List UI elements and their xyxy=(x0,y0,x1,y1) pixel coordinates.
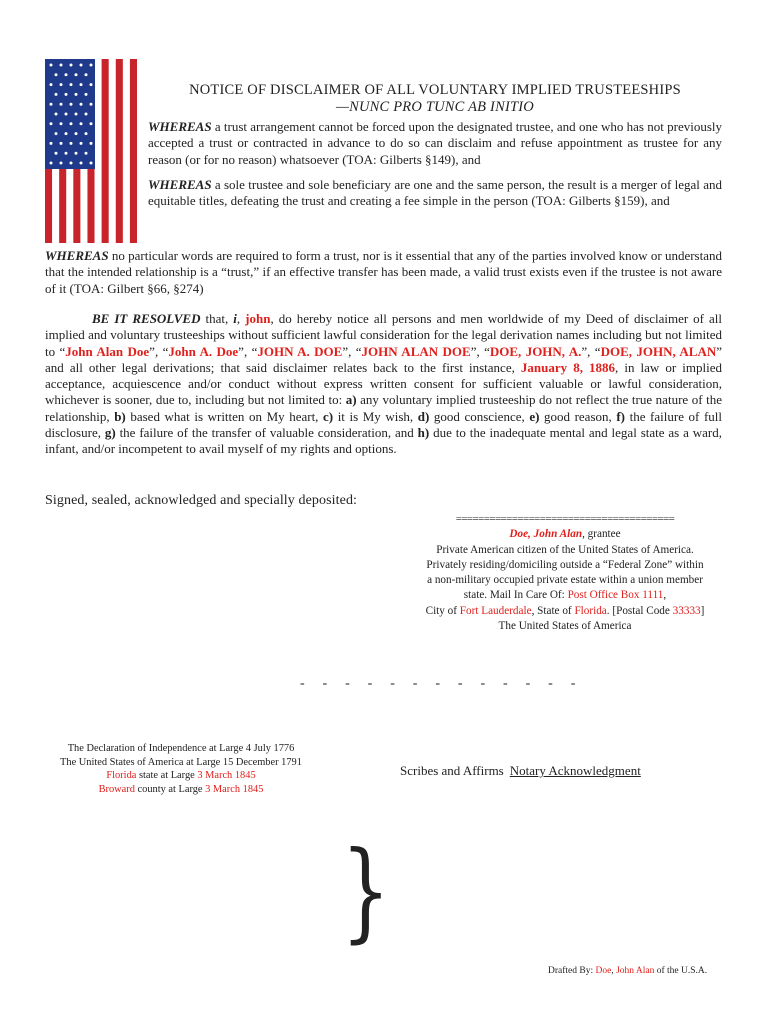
flag-star xyxy=(65,113,68,116)
resolved-lead: BE IT RESOLVED xyxy=(92,311,201,326)
flag-star xyxy=(90,142,93,145)
flag-stripe xyxy=(95,59,102,243)
reason-text-c: it is My wish, xyxy=(333,408,418,424)
mail-sep: , xyxy=(663,589,667,602)
flag-star xyxy=(55,93,58,96)
flag-star xyxy=(70,64,73,67)
resolved-text: , xyxy=(236,311,246,326)
name-sep: ”, “ xyxy=(342,343,362,359)
flag-star xyxy=(80,64,83,67)
reason-text-g: the failure of the transfer of valuable consideration, and xyxy=(115,425,418,441)
reason-text-f: the failure of full disclosure, xyxy=(45,408,722,441)
legal-name-1: John Alan Doe xyxy=(65,343,150,359)
flag-star xyxy=(55,152,58,155)
flag-star xyxy=(50,162,53,165)
grantee-line-3: Privately residing/domiciling outside a “Federal Zone” within xyxy=(426,558,704,571)
american-flag-image xyxy=(45,59,137,243)
reason-label-c: c) xyxy=(323,408,334,424)
drafter-first: John Alan xyxy=(616,966,655,976)
reason-label-h: h) xyxy=(417,425,430,441)
flag-star xyxy=(75,132,78,135)
flag-star xyxy=(65,152,68,155)
flag-star xyxy=(70,83,73,86)
flag-star xyxy=(55,73,58,76)
whereas-paragraph-1 xyxy=(148,119,722,168)
scribes-line xyxy=(400,763,641,779)
grantee-mail-line xyxy=(400,588,730,603)
separator-dashes: - - - - - - - - - - - - - xyxy=(300,676,583,691)
flag-star xyxy=(60,122,63,125)
reason-label-g: g) xyxy=(104,425,116,441)
flag-star xyxy=(75,113,78,116)
whereas-lead: WHEREAS xyxy=(148,177,212,192)
resolved-text: ” and all other legal derivations; that said disclaimer relates back to the first instance, xyxy=(45,343,723,375)
curly-brace: } xyxy=(341,829,391,954)
reason-label-a: a) xyxy=(345,392,357,408)
flag-star xyxy=(55,132,58,135)
mail-label: state. Mail In Care Of: xyxy=(463,589,568,602)
notice-subtitle: —NUNC PRO TUNC AB INITIO xyxy=(336,99,534,115)
state-mid: state at Large xyxy=(136,770,198,782)
reason-label-b: b) xyxy=(114,408,126,424)
flag-stripe xyxy=(102,59,109,243)
flag-star xyxy=(75,93,78,96)
flag-star xyxy=(70,162,73,165)
flag-star xyxy=(60,103,63,106)
flag-star xyxy=(85,93,88,96)
drafted-by xyxy=(548,966,707,976)
grantee-line-4: a non-military occupied private estate within a union member xyxy=(427,574,703,587)
name-sep: ”, “ xyxy=(149,343,169,359)
flag-star xyxy=(50,83,53,86)
reason-label-f: f) xyxy=(616,408,626,424)
flag-star xyxy=(60,142,63,145)
drafter-last: Doe xyxy=(595,966,612,976)
whereas-paragraph-2 xyxy=(148,177,722,210)
legal-name-6: DOE, JOHN, ALAN xyxy=(600,343,717,359)
county-name: Broward xyxy=(98,784,135,796)
declaration-line-2: The United States of America at Large 15 December 1791 xyxy=(60,756,302,768)
grantee-rule: ======================================= xyxy=(455,513,675,525)
flag-star xyxy=(85,113,88,116)
drafter-sep: , xyxy=(611,966,617,976)
reason-text-a: any voluntary implied trusteeship do not reflect the true nature of the relationship, xyxy=(45,392,722,424)
declaration-line-3 xyxy=(45,769,317,783)
flag-star xyxy=(90,83,93,86)
grantee-city-line xyxy=(400,604,730,619)
grantee-name-line xyxy=(400,527,730,542)
flag-star xyxy=(60,162,63,165)
flag-star xyxy=(65,93,68,96)
signed-statement: Signed, sealed, acknowledged and specially deposited: xyxy=(45,493,358,508)
flag-star xyxy=(65,73,68,76)
flag-star xyxy=(90,122,93,125)
declaration-line-1: The Declaration of Independence at Large 4 July 1776 xyxy=(67,743,295,754)
flag-stripe xyxy=(123,59,130,243)
flag-star xyxy=(90,64,93,67)
legal-name-2: John A. Doe xyxy=(168,343,239,359)
flag-star xyxy=(80,103,83,106)
reason-text-h: due to the inadequate mental and legal state as a ward, infant, and/or incompetent to avail myself of my rights and options. xyxy=(45,425,722,457)
whereas-lead: WHEREAS xyxy=(148,119,212,134)
county-mid: county at Large xyxy=(134,784,206,796)
whereas-paragraph-3 xyxy=(45,248,722,297)
whereas-text: a sole trustee and sole beneficiary are one and the same person, the result is a merger of legal and equitable titles, defeating the trust and creating a fee simple in the person (TOA: Gilberts §159), and xyxy=(148,177,722,209)
state-name: Florida xyxy=(106,770,137,782)
grantee-block xyxy=(400,512,730,634)
resolved-paragraph xyxy=(45,311,722,458)
flag-star xyxy=(50,142,53,145)
grantee-line-2: Private American citizen of the United States of America. xyxy=(436,543,694,556)
declaration-line-4 xyxy=(45,783,317,797)
flag-star xyxy=(80,142,83,145)
legal-name-5: DOE, JOHN, A. xyxy=(489,343,582,359)
reason-label-e: e) xyxy=(529,408,540,424)
notary-acknowledgment-link[interactable]: Notary Acknowledgment xyxy=(509,763,641,778)
flag-star xyxy=(85,132,88,135)
flag-stripe xyxy=(116,59,123,243)
state-label: , State of xyxy=(531,604,575,617)
flag-star xyxy=(60,64,63,67)
state-value: Florida xyxy=(574,604,607,617)
resolved-text: that, xyxy=(200,311,234,326)
po-box: Post Office Box 1111 xyxy=(567,589,664,602)
resolved-text: , in law or implied acceptance, acquiescence and/or conduct without express written consent for sufficient valuable or lawful consideration, whichever is sooner, due to, including but not limited to: xyxy=(45,359,723,408)
county-date: 3 March 1845 xyxy=(205,784,264,796)
declaration-block xyxy=(45,742,317,797)
flag-star xyxy=(70,122,73,125)
flag-star xyxy=(80,162,83,165)
flag-star xyxy=(50,122,53,125)
whereas-text: a trust arrangement cannot be forced upon the designated trustee, and one who has not previously accepted a trust or contracted in advance to do so can disclaim and refuse appointment as trustee for any reason (or for no reason) whatsoever (TOA: Gilberts §149), and xyxy=(148,119,722,167)
scribes-label: Scribes and Affirms xyxy=(400,763,504,778)
city-value: Fort Lauderdale xyxy=(459,604,532,617)
legal-name-3: JOHN A. DOE xyxy=(257,343,343,359)
state-date: 3 March 1845 xyxy=(197,770,256,782)
name-sep: ”, “ xyxy=(238,343,258,359)
flag-star xyxy=(60,83,63,86)
reason-label-d: d) xyxy=(417,408,430,424)
flag-star xyxy=(75,152,78,155)
flag-star xyxy=(85,152,88,155)
resolved-name: john xyxy=(245,311,271,326)
flag-star xyxy=(80,122,83,125)
whereas-lead: WHEREAS xyxy=(45,248,109,263)
postal-label: . [Postal Code xyxy=(606,604,673,617)
flag-star xyxy=(50,103,53,106)
postal-value: 33333 xyxy=(672,604,701,617)
flag-star xyxy=(90,103,93,106)
flag-stripe xyxy=(109,59,116,243)
flag-star xyxy=(65,132,68,135)
drafted-suffix: of the U.S.A. xyxy=(654,966,708,976)
flag-star xyxy=(75,73,78,76)
grantee-role: , grantee xyxy=(582,528,621,541)
whereas-text: no particular words are required to form a trust, nor is it essential that any of the parties involved know or understand that the intended relationship is a “trust,” if an effective transfer has been made, a valid trust exists even if the trustee is not aware of it (TOA: Gilbert §66, §274) xyxy=(45,248,722,296)
flag-star xyxy=(70,142,73,145)
flag-star xyxy=(85,73,88,76)
reason-text-b: based what is written on My heart, xyxy=(125,408,324,424)
flag-star xyxy=(70,103,73,106)
reason-text-e: good reason, xyxy=(539,408,617,424)
grantee-name: Doe, John Alan xyxy=(509,528,583,541)
legal-name-4: JOHN ALAN DOE xyxy=(361,343,471,359)
resolved-i: i xyxy=(233,311,237,326)
flag-star xyxy=(50,64,53,67)
notice-title: NOTICE OF DISCLAIMER OF ALL VOLUNTARY IMPLIED TRUSTEESHIPS xyxy=(189,82,681,98)
resolved-text: , do hereby notice all persons and men worldwide of my Deed of disclaimer of all implied and voluntary trusteeships without sufficient lawful consideration for the legal derivation names including but not limited to “ xyxy=(45,311,722,359)
name-sep: ”, “ xyxy=(470,343,490,359)
city-label: City of xyxy=(425,604,460,617)
flag-star xyxy=(55,113,58,116)
reason-text-d: good conscience, xyxy=(429,408,530,424)
drafted-label: Drafted By: xyxy=(548,966,596,976)
flag-star xyxy=(80,83,83,86)
first-instance-date: January 8, 1886 xyxy=(520,359,616,375)
name-sep: ”, “ xyxy=(581,343,601,359)
grantee-line-7: The United States of America xyxy=(498,620,632,633)
postal-close: ] xyxy=(700,604,705,617)
flag-star xyxy=(90,162,93,165)
flag-stripe xyxy=(130,59,137,243)
